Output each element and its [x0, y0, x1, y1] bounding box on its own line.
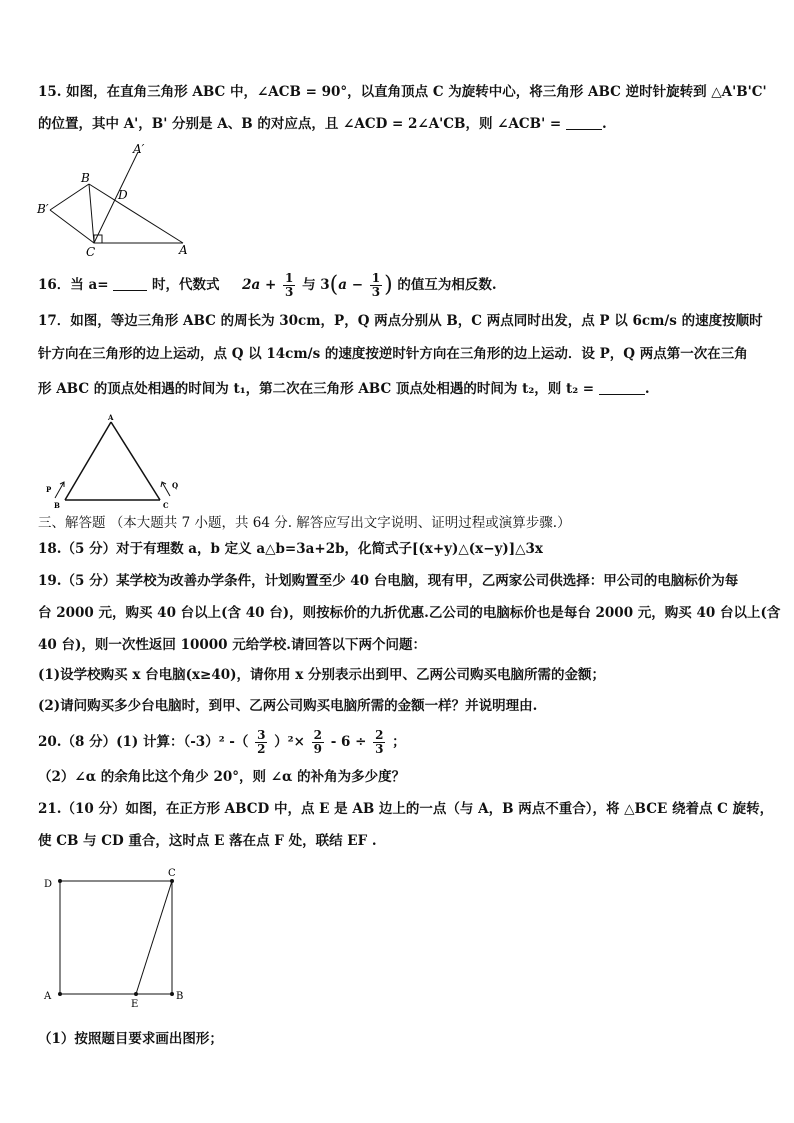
q21-sub1: （1）按照题目要求画出图形；	[38, 1031, 223, 1047]
q16-mid: 时，代数式	[151, 277, 220, 293]
q18-line: 18.（5 分）对于有理数 a，b 定义 a△b=3a+2b，化简式子[(x+y)△(x−y)]△3x	[38, 541, 543, 557]
q17-line3-end: .	[644, 381, 650, 397]
q20-frac1-num: 3	[257, 728, 266, 742]
q15-line2-end: .	[601, 116, 607, 132]
q19-sub2: (2)请问购买多少台电脑时，到甲、乙两公司购买电脑所需的金额一样？并说明理由.	[38, 698, 538, 714]
q20-frac3-den: 3	[375, 742, 384, 756]
q19-line1: 19.（5 分）某学校为改善办学条件，计划购置至少 40 台电脑，现有甲，乙两家公司供选择：甲公司的电脑标价为每	[38, 573, 739, 589]
q21-label-A: A	[44, 991, 52, 1002]
q16-line: 16．当 a= 时，代数式 2a + $\frac{1}{3}$ 与 3(a − $\frac{1}{3}$ ) 的值互为相反数.	[38, 271, 497, 299]
q16-frac2-den: 3	[371, 285, 381, 299]
q17-label-A: A	[108, 413, 114, 422]
q21-label-D: D	[44, 879, 53, 890]
q15-label-B: B	[81, 171, 90, 185]
q20-pre: 20.（8 分）(1) 计算：（-3）² -（	[38, 734, 249, 750]
q17-label-P: P	[46, 485, 52, 494]
q16-expr2: a −	[338, 277, 364, 293]
q20-frac2-den: 9	[313, 742, 322, 756]
q16-frac2-num: 1	[371, 271, 381, 285]
q19-sub1: (1)设学校购买 x 台电脑(x≥40)，请你用 x 分别表示出到甲、乙两公司购买电脑所需的金额；	[38, 667, 605, 683]
q15-line2	[38, 114, 607, 134]
q16-frac1-num: 1	[285, 271, 294, 285]
q16-frac1	[283, 272, 295, 299]
q17-figure	[42, 412, 187, 510]
q21-line1: 21.（10 分）如图，在正方形 ABCD 中，点 E 是 AB 边上的一点（与 A，B 两点不重合），将 △BCE 绕着点 C 旋转，	[38, 801, 774, 817]
q20-frac2	[312, 729, 324, 756]
q17-label-Q: Q	[172, 481, 179, 490]
q20-post: ；	[392, 734, 406, 750]
q16-conj: 与 3	[302, 277, 330, 293]
q20-sub2: （2）∠α 的余角比这个角少 20°，则 ∠α 的补角为多少度？	[38, 769, 406, 785]
q15-label-C: C	[86, 245, 96, 258]
q17-line2: 针方向在三角形的边上运动，点 Q 以 14cm/s 的速度按逆时针方向在三角形的边上运动．设 P，Q 两点第一次在三角	[38, 346, 748, 362]
q21-line2: 使 CB 与 CD 重合，这时点 E 落在点 F 处，联结 EF .	[38, 833, 377, 849]
section3-heading: 三、解答题 （本大题共 7 小题，共 64 分. 解答应写出文字说明、证明过程或演算步骤.）	[38, 515, 571, 531]
q20-frac3	[373, 729, 385, 756]
q15-label-A: A	[179, 243, 188, 257]
q21-label-E: E	[131, 999, 139, 1009]
q16-frac2	[370, 272, 382, 299]
q17-answer-blank	[599, 380, 645, 395]
q16-answer-blank	[113, 276, 147, 291]
q17-line3-text: 形 ABC 的顶点处相遇的时间为 t₁，第二次在三角形 ABC 顶点处相遇的时间为 t₂，则 t₂ =	[38, 381, 595, 397]
q21-label-B: B	[176, 991, 184, 1002]
q20-frac2-num: 2	[313, 728, 322, 742]
q20-mid2: - 6 ÷	[330, 734, 367, 750]
q21-figure	[38, 864, 198, 1009]
q15-figure	[30, 140, 200, 258]
q15-label-D: D	[118, 188, 128, 202]
q17-line3	[38, 379, 650, 399]
q20-frac1	[255, 729, 267, 756]
q16-expr1: 2a +	[242, 277, 277, 293]
q17-label-C: C	[163, 501, 169, 510]
q16-pre: 16．当 a=	[38, 277, 109, 293]
q15-line1: 15. 如图，在直角三角形 ABC 中，∠ACB = 90°，以直角顶点 C 为旋转中心，将三角形 ABC 逆时针旋转到 △A'B'C'	[38, 84, 767, 100]
q19-line3: 40 台)，则一次性返回 10000 元给学校.请回答以下两个问题：	[38, 637, 426, 653]
q15-label-A1: A′	[133, 142, 145, 156]
q15-answer-blank	[566, 115, 602, 130]
q20-line1	[38, 728, 406, 756]
q16-frac1-den: 3	[285, 285, 294, 299]
q19-line2: 台 2000 元，购买 40 台以上(含 40 台)，则按标价的九折优惠.乙公司的电脑标价也是每台 2000 元，购买 40 台以上(含	[38, 605, 781, 621]
q20-frac3-num: 2	[375, 728, 384, 742]
q17-line1: 17．如图，等边三角形 ABC 的周长为 30cm，P，Q 两点分别从 B，C 两点同时出发，点 P 以 6cm/s 的速度按顺时	[38, 313, 763, 329]
q15-label-B1: B′	[37, 202, 49, 216]
q20-frac1-den: 2	[257, 742, 266, 756]
q20-mid1: ）²×	[274, 734, 305, 750]
q15-line2-text: 的位置，其中 A'，B' 分别是 A、B 的对应点，且 ∠ACD = 2∠A'CB，则 ∠ACB' =	[38, 116, 562, 132]
q16-post: 的值互为相反数.	[397, 277, 497, 293]
q21-label-C: C	[168, 868, 176, 879]
q17-label-B: B	[54, 501, 60, 510]
